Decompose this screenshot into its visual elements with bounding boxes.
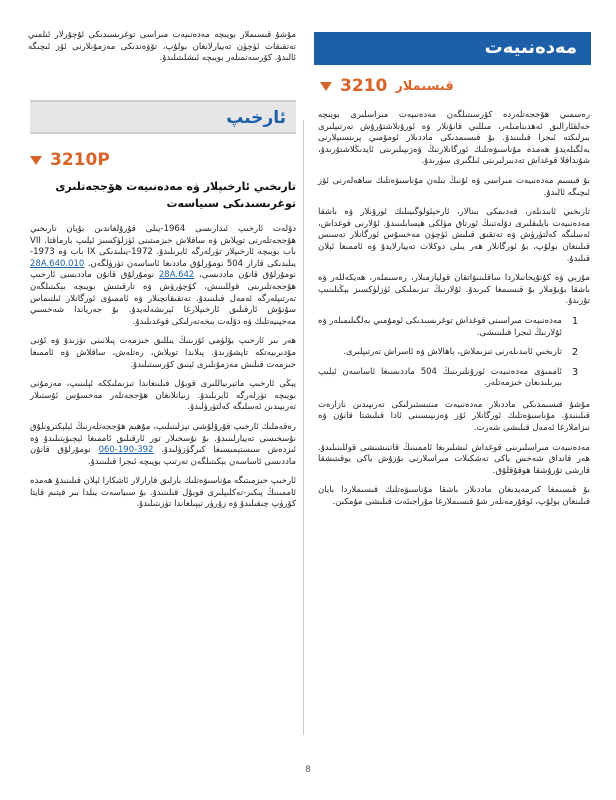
- law-link-2-suffix: نومۇرلۇق قانۇن ماددىسى: [59, 270, 155, 281]
- list-item-text: مەدەنىيەت مىراسىنى قوغداش توغرىسىدىكى ئومۇمىي بەلگىلىمىلەر ۋە ئۇلارنىڭ ئىجرا قىلىنىشى.: [318, 315, 562, 338]
- numbered-list: [318, 316, 590, 390]
- list-item-text: تارىخىي ئابىدىلەرنى تىزىملاش، باھالاش ۋە ئاسراش تەرتىپلىرى.: [343, 347, 562, 358]
- right-paragraph-2: بۇ قىسىم مەدەنىيەت مىراسى ۋە ئۇنىڭ بىلەن مۇناسىۋەتلىك ساھەلەرنى ئۆز ئىچىگە ئالىدۇ.: [318, 175, 590, 198]
- page-number: 8: [305, 765, 311, 775]
- left-paragraph-1b-text: ئارخىپ ھۆججەتلىرىنى قوللىنىش، كۆچۈرۈش ۋە تارقىتىش بويىچە بېكىتىلگەن تەرتىپلەرگە ئەمەل قىلىنىدۇ. تەتقىقاتچىلار ۋە ئاممىۋى ئورگانلار ئىلتىماس سۇنۇش ئارقىلىق ئارخىپلارغا ئېرىشەلەيدۇ. بۇ جەرياندا شەخسىي مەخپىيەتلىك ۋە دۆلەت بىخەتەرلىكى قوغدىلىدۇ.: [30, 270, 296, 327]
- law-link-1-suffix: نومۇرلۇق قانۇن ماددىسى: [201, 270, 296, 281]
- policy-title: تارىخىي ئارخىپلار ۋە مەدەنىيەت ھۆججەتلىرى توغرىسىدىكى سىياسەت: [55, 180, 296, 210]
- policy-code: 3210P: [50, 150, 110, 170]
- top-left-text-block: [28, 30, 296, 65]
- left-paragraph-2: ھەر بىر ئارخىپ بۆلۈمى ئۆزىنىڭ يىللىق خىزمەت پىلانىنى تۈزىدۇ ۋە ئۇنى مۇدىرىيەتكە تاپشۇرىدۇ. پىلاندا توپلاش، رەتلەش، ساقلاش ۋە ئاممىغا خىزمەت قىلىش مەزمۇنلىرى ئېنىق كۆرسىتىلىدۇ.: [30, 336, 296, 370]
- main-code: 3210: [340, 76, 388, 96]
- triangle-marker-icon: [320, 82, 332, 91]
- column-divider: [303, 120, 304, 735]
- list-item: [318, 316, 582, 339]
- list-item: [318, 367, 582, 390]
- list-item-number: 1: [571, 315, 579, 327]
- right-paragraph-6: مەدەنىيەت مىراسلىرىنى قوغداش ئىشلىرىغا ئاممىنىڭ قاتنىشىشى قوللىنىلىدۇ. ھەر قانداق شەخس ياكى تەشكىلات مىراسلارنى بۇزۇش ياكى يوقىتىشقا قارشى تۇرۇشقا ھوقۇقلۇق.: [318, 442, 590, 476]
- right-paragraph-3: تارىخىي ئابىدىلەر، قەدىمكى بىنالار، ئارخېئولوگىيىلىك ئورۇنلار ۋە باشقا مەدەنىيەت بايلىقلىرى دۆلەتنىڭ ئورتاق مۈلكى ھېسابلىنىدۇ. ئۇلارنى قوغداش، ئەسلىگە كەلتۈرۈش ۋە تەتقىق قىلىش ئۈچۈن مەخسۇس ئورگانلار تەسىس قىلىنغان بولۇپ، بۇ ئورگانلار ھەر يىلى دوكلات تەييارلايدۇ ۋە ئاممىغا ئېلان قىلىدۇ.: [318, 207, 590, 264]
- left-paragraph-4-text: رەقەملىك ئارخىپ قۇرۇلۇشى تېزلىتىلىپ، مۇھىم ھۆججەتلەرنىڭ ئېلېكترونلۇق نۇسخىسى تەييارلىنىدۇ. بۇ نۇسخىلار تور ئارقىلىق ئاممىغا ئېچىۋېتىلىدۇ ۋە ئىزدەش سىستېمىسىغا كىرگۈزۈلىدۇ.: [30, 421, 297, 456]
- triangle-marker-icon: [30, 156, 42, 165]
- list-item: [318, 347, 582, 359]
- left-paragraph-4: [30, 422, 296, 468]
- list-item-number: 2: [571, 347, 579, 359]
- right-paragraph-7: بۇ قىسىمغا كىرمەيدىغان ماددىلار باشقا مۇناسىۋەتلىك قىسىملاردا بايان قىلىنغان بولۇپ، ئوقۇرمەنلەر شۇ قىسىملارغا مۇراجىئەت قىلىشى مۇمكىن.: [318, 485, 590, 508]
- left-column: [30, 224, 296, 511]
- main-code-row: [320, 76, 590, 96]
- right-paragraph-5: مۇشۇ قىسىمدىكى ماددىلار مەدەنىيەت مىنىستىرلىكى تەرىپىدىن نازارەت قىلىنىدۇ. مۇناسىۋەتلىك ئورگانلار ئۆز ۋەزىپىسىنى ئادا قىلىشتا قانۇن ۋە نىزاملارغا ئەمەل قىلىشى شەرت.: [318, 399, 590, 434]
- main-header-title: مەدەنىيەت: [484, 37, 577, 58]
- left-paragraph-1-text: دۆلەت ئارخىپ ئىدارىسى 1964-يىلى قۇرۇلغاندىن بۇيان تارىخىي ھۆججەتلەرنى توپلاش ۋە ساقلاش خىزمىتىنى ئۈزلۈكسىز ئېلىپ بارماقتا. VII باب بويىچە ئارخىپلار تۈرلەرگە ئايرىلىدۇ. 1972-يىلىدىكى IX باب ۋە 1973-يىلىدىكى قارار 504 نومۇرلۇق ماددىغا ئاساسەن تۈزۈلگەن.: [30, 224, 297, 269]
- main-code-word: قىسىملار: [395, 78, 454, 94]
- left-paragraph-1: دۆلەت ئارخىپ ئىدارىسى 1964-يىلى قۇرۇلغاندىن بۇيان تارىخىي ھۆججەتلەرنى توپلاش ۋە ساقلاش خىزمىتىنى ئۈزلۈكسىز ئېلىپ بارماقتا. VII باب بويىچە ئارخىپلار تۈرلەرگە ئايرىلىدۇ. 1972-يىلىدىكى IX باب ۋە 1973-يىلىدىكى قارار 504 نومۇرلۇق ماددىغا ئاساسەن تۈزۈلگەن. 28A.640.010 نومۇرلۇق قانۇن ماددىسى، 28A.642 نومۇرلۇق قانۇن ماددىسى ئارخىپ ھۆججەتلىرىنى قوللىنىش، كۆچۈرۈش ۋە تارقىتىش بويىچە بېكىتىلگەن تەرتىپلەرگە ئەمەل قىلىنىدۇ. تەتقىقاتچىلار ۋە ئاممىۋى ئورگانلار ئىلتىماس سۇنۇش ئارقىلىق ئارخىپلارغا ئېرىشەلەيدۇ. بۇ جەرياندا شەخسىي مەخپىيەتلىك ۋە دۆلەت بىخەتەرلىكى قوغدىلىدۇ.: [30, 224, 297, 327]
- list-item-text: ئاممىۋى مەدەنىيەت ئورۇنلىرىنىڭ 504 ماددىسىغا ئاساسەن ئېلىپ بېرىلىدىغان خىزمەتلەر.: [318, 366, 562, 389]
- left-paragraph-5: ئارخىپ خىزمىتىگە مۇناسىۋەتلىك بارلىق قارارلار ئاشكارا ئېلان قىلىنىدۇ ھەمدە ئاممىنىڭ پىكىر-تەكلىپلىرى قوبۇل قىلىنىدۇ. بۇ سىياسەت يىلدا بىر قېتىم قايتا كۆرۈپ چىقىلىدۇ ۋە زۆرۈر تېپىلغاندا تۈزىتىلىدۇ.: [30, 476, 296, 510]
- left-paragraph-4b-text: ئاساسەن بېكىتىلگەن تەرتىپ بويىچە ئىجرا قىلىنىدۇ.: [87, 456, 262, 467]
- law-link-3[interactable]: 392-190-060: [98, 445, 154, 456]
- law-link-2[interactable]: 28A.642: [158, 270, 195, 281]
- right-paragraph-1: رەسمىي ھۆججەتلەردە كۆرسىتىلگەن مەدەنىيەت مىراسلىرى بويىچە خەلقئارالىق ئەھدىنامىلەر، مىللىي قانۇنلار ۋە ئورۇنلاشتۇرۇش تەرتىپلىرى بىرلىكتە ئىجرا قىلىنىدۇ. بۇ قىسىمدىكى ماددىلار ئومۇمىي پرىنسىپلارنى بەلگىلەيدۇ ھەمدە مۇناسىۋەتلىك ئورگانلارنىڭ ۋەزىپىلىرىنى ئايدىڭلاشتۇرىدۇ، شۇنداقلا قوغداش تەدبىرلىرىنى ئىلگىرى سۈرىدۇ.: [318, 110, 590, 167]
- law-link-1[interactable]: 28A.640.010: [30, 258, 85, 269]
- top-left-paragraph: مۇشۇ قىسىملار بويىچە مەدەنىيەت مىراسى توغرىسىدىكى ئۇچۇرلار ئىلمىي تەتقىقات ئۈچۈن تەييارلانغان بولۇپ، تۆۋەندىكى مەزمۇنلارنى ئۆز ئىچىگە ئالىدۇ. كۆرسەتمىلەر بويىچە ئىشلىتىلىدۇ.: [28, 30, 296, 64]
- right-paragraph-4: مۇزېي ۋە كۇتۇپخانىلاردا ساقلىنىۋاتقان قوليازمىلار، رەسىملەر، ھەيكەللەر ۋە باشقا بۇيۇملار بۇ قىسىمغا كىرىدۇ. ئۇلارنىڭ تىزىملىكى ئۈزلۈكسىز يېڭىلىنىپ تۇرىدۇ.: [318, 273, 590, 307]
- right-column: [318, 110, 590, 509]
- list-item-number: 3: [571, 366, 579, 378]
- law-link-3-suffix: نومۇرلۇق قانۇن ماددىسى: [30, 445, 296, 467]
- left-paragraph-3: يېڭى ئارخىپ ماتېرىياللىرى قوبۇل قىلىنغاندا تىزىملىككە ئېلىنىپ، مەزمۇنى بويىچە تۈرلەرگە ئايرىلىدۇ. زىيانلانغان ھۆججەتلەر مەخسۇس ئۇستىلار تەرىپىدىن ئەسلىگە كەلتۈرۈلىدۇ.: [30, 379, 296, 413]
- section-title-box: [30, 100, 296, 134]
- main-header-bar: [314, 32, 591, 65]
- section-title: ئارخىپ: [226, 108, 286, 128]
- policy-code-row: [30, 150, 296, 170]
